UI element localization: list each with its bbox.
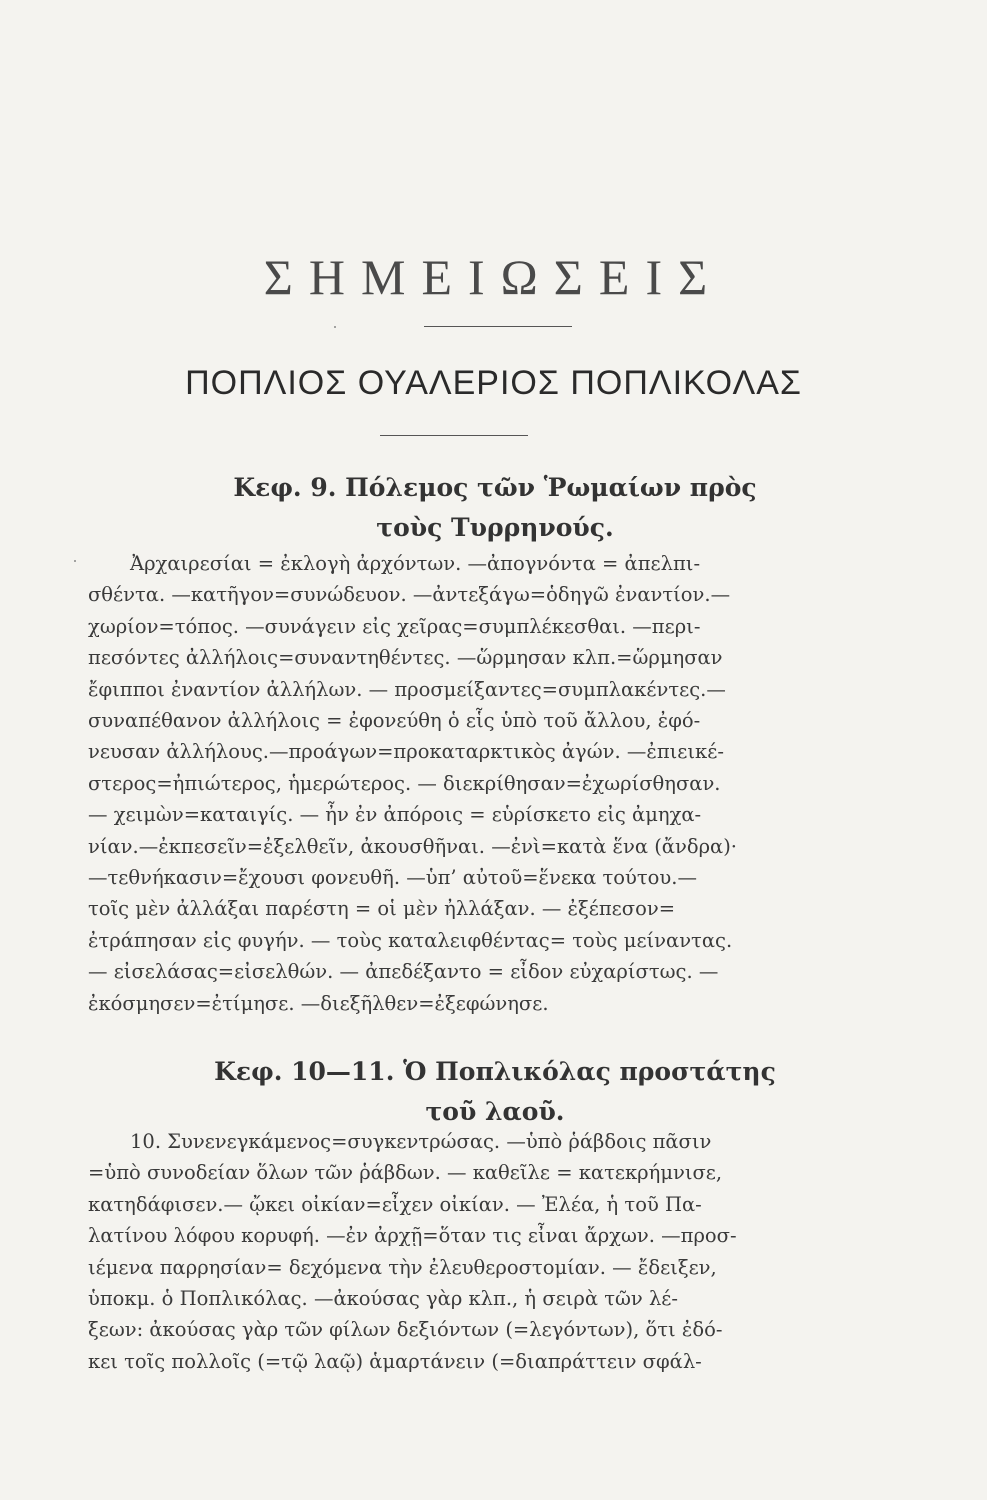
print-speck [74, 560, 76, 562]
text-line: σθέντα. —κατῆγον=συνώδευον. —ἀντεξάγω=ὁδηγῶ ἐναντίον.— [88, 583, 731, 607]
text-line: ἐκόσμησεν=ἐτίμησε. —διεξῆλθεν=ἐξεφώνησε. [88, 991, 549, 1015]
text-line: —τεθνήκασιν=ἔχουσι φονευθῆ. —ὑπ’ αὐτοῦ=ἕνεκα τούτου.— [88, 866, 697, 890]
text-line: κατηδάφισεν.— ᾤκει οἰκίαν=εἶχεν οἰκίαν. — Ἐλέα, ἡ τοῦ Πα- [88, 1192, 702, 1216]
text-line: Ἀρχαιρεσίαι = ἐκλογὴ ἀρχόντων. —ἀπογνόντα = ἀπελπι- [130, 552, 701, 575]
page-subtitle: ΠΟΠΛΙΟΣ ΟΥΑΛΕΡΙΟΣ ΠΟΠΛΙΚΟΛΑΣ [185, 364, 802, 402]
text-line: — χειμὼν=καταιγίς. — ἦν ἐν ἀπόροις = εὑρίσκετο εἰς ἀμηχα- [88, 803, 702, 827]
text-line: =ὑπὸ συνοδείαν ὅλων τῶν ῥάβδων. — καθεῖλε = κατεκρήμνισε, [88, 1161, 723, 1185]
chapter-10-11-notes [88, 1126, 818, 1377]
chapter-9-notes [88, 548, 818, 1019]
text-line: 10. Συνενεγκάμενος=συγκεντρώσας. —ὑπὸ ῥάβδοις πᾶσιν [130, 1130, 712, 1153]
text-line: ὑποκμ. ὁ Ποπλικόλας. —ἀκούσας γὰρ κλπ., ἡ σειρὰ τῶν λέ- [88, 1287, 678, 1311]
text-line: λατίνου λόφου κορυφή. —ἐν ἀρχῇ=ὅταν τις εἶναι ἄρχων. —προσ- [88, 1224, 737, 1248]
chapter-9-heading [150, 468, 840, 548]
text-line: ἔφιπποι ἐναντίον ἀλλήλων. — προσμείξαντες=συμπλακέντες.— [88, 677, 726, 701]
title-divider [424, 326, 572, 327]
text-line: νίαν.—ἐκπεσεῖν=ἐξελθεῖν, ἀκουσθῆναι. —ἐνὶ=κατὰ ἕνα (ἄνδρα)· [88, 834, 738, 858]
subtitle-divider [380, 435, 528, 436]
text-line: χωρίον=τόπος. —συνάγειν εἰς χεῖρας=συμπλέκεσθαι. —περι- [88, 614, 701, 638]
text-line: κει τοῖς πολλοῖς (=τῷ λαῷ) ἁμαρτάνειν (=διαπράττειν σφάλ- [88, 1349, 702, 1373]
chapter-heading-line: Κεφ. 10—11. Ὁ Ποπλικόλας προστάτης [214, 1057, 776, 1086]
text-line: τοῖς μὲν ἀλλάξαι παρέστη = οἱ μὲν ἠλλάξαν. — ἐξέπεσον= [88, 897, 676, 921]
text-line: νευσαν ἀλλήλους.—προάγων=προκαταρκτικὸς ἀγών. —ἐπιεικέ- [88, 740, 724, 764]
text-line: ἐτράπησαν εἰς φυγήν. — τοὺς καταλειφθέντας= τοὺς μείναντας. [88, 928, 733, 952]
text-line: συναπέθανον ἀλλήλοις = ἐφονεύθη ὁ εἷς ὑπὸ τοῦ ἄλλου, ἐφό- [88, 709, 701, 733]
print-speck [334, 326, 336, 328]
text-line: — εἰσελάσας=εἰσελθών. — ἀπεδέξαντο = εἶδον εὐχαρίστως. — [88, 960, 719, 984]
text-line: ιέμενα παρρησίαν= δεχόμενα τὴν ἐλευθεροστομίαν. — ἔδειξεν, [88, 1255, 717, 1279]
chapter-heading-line: τοὺς Τυρρηνούς. [376, 513, 614, 542]
chapter-10-11-heading [150, 1052, 840, 1132]
chapter-heading-line: τοῦ λαοῦ. [425, 1097, 565, 1126]
chapter-heading-line: Κεφ. 9. Πόλεμος τῶν Ῥωμαίων πρὸς [233, 473, 757, 502]
text-line: ξεων: ἀκούσας γὰρ τῶν φίλων δεξιόντων (=λεγόντων), ὅτι ἐδό- [88, 1318, 723, 1342]
text-line: πεσόντες ἀλλήλοις=συναντηθέντες. —ὥρμησαν κλπ.=ὥρμησαν [88, 646, 723, 670]
page-title: ΣΗΜΕΙΩΣΕΙΣ [263, 249, 724, 305]
text-line: στερος=ἠπιώτερος, ἡμερώτερος. — διεκρίθησαν=ἐχωρίσθησαν. [88, 771, 721, 795]
